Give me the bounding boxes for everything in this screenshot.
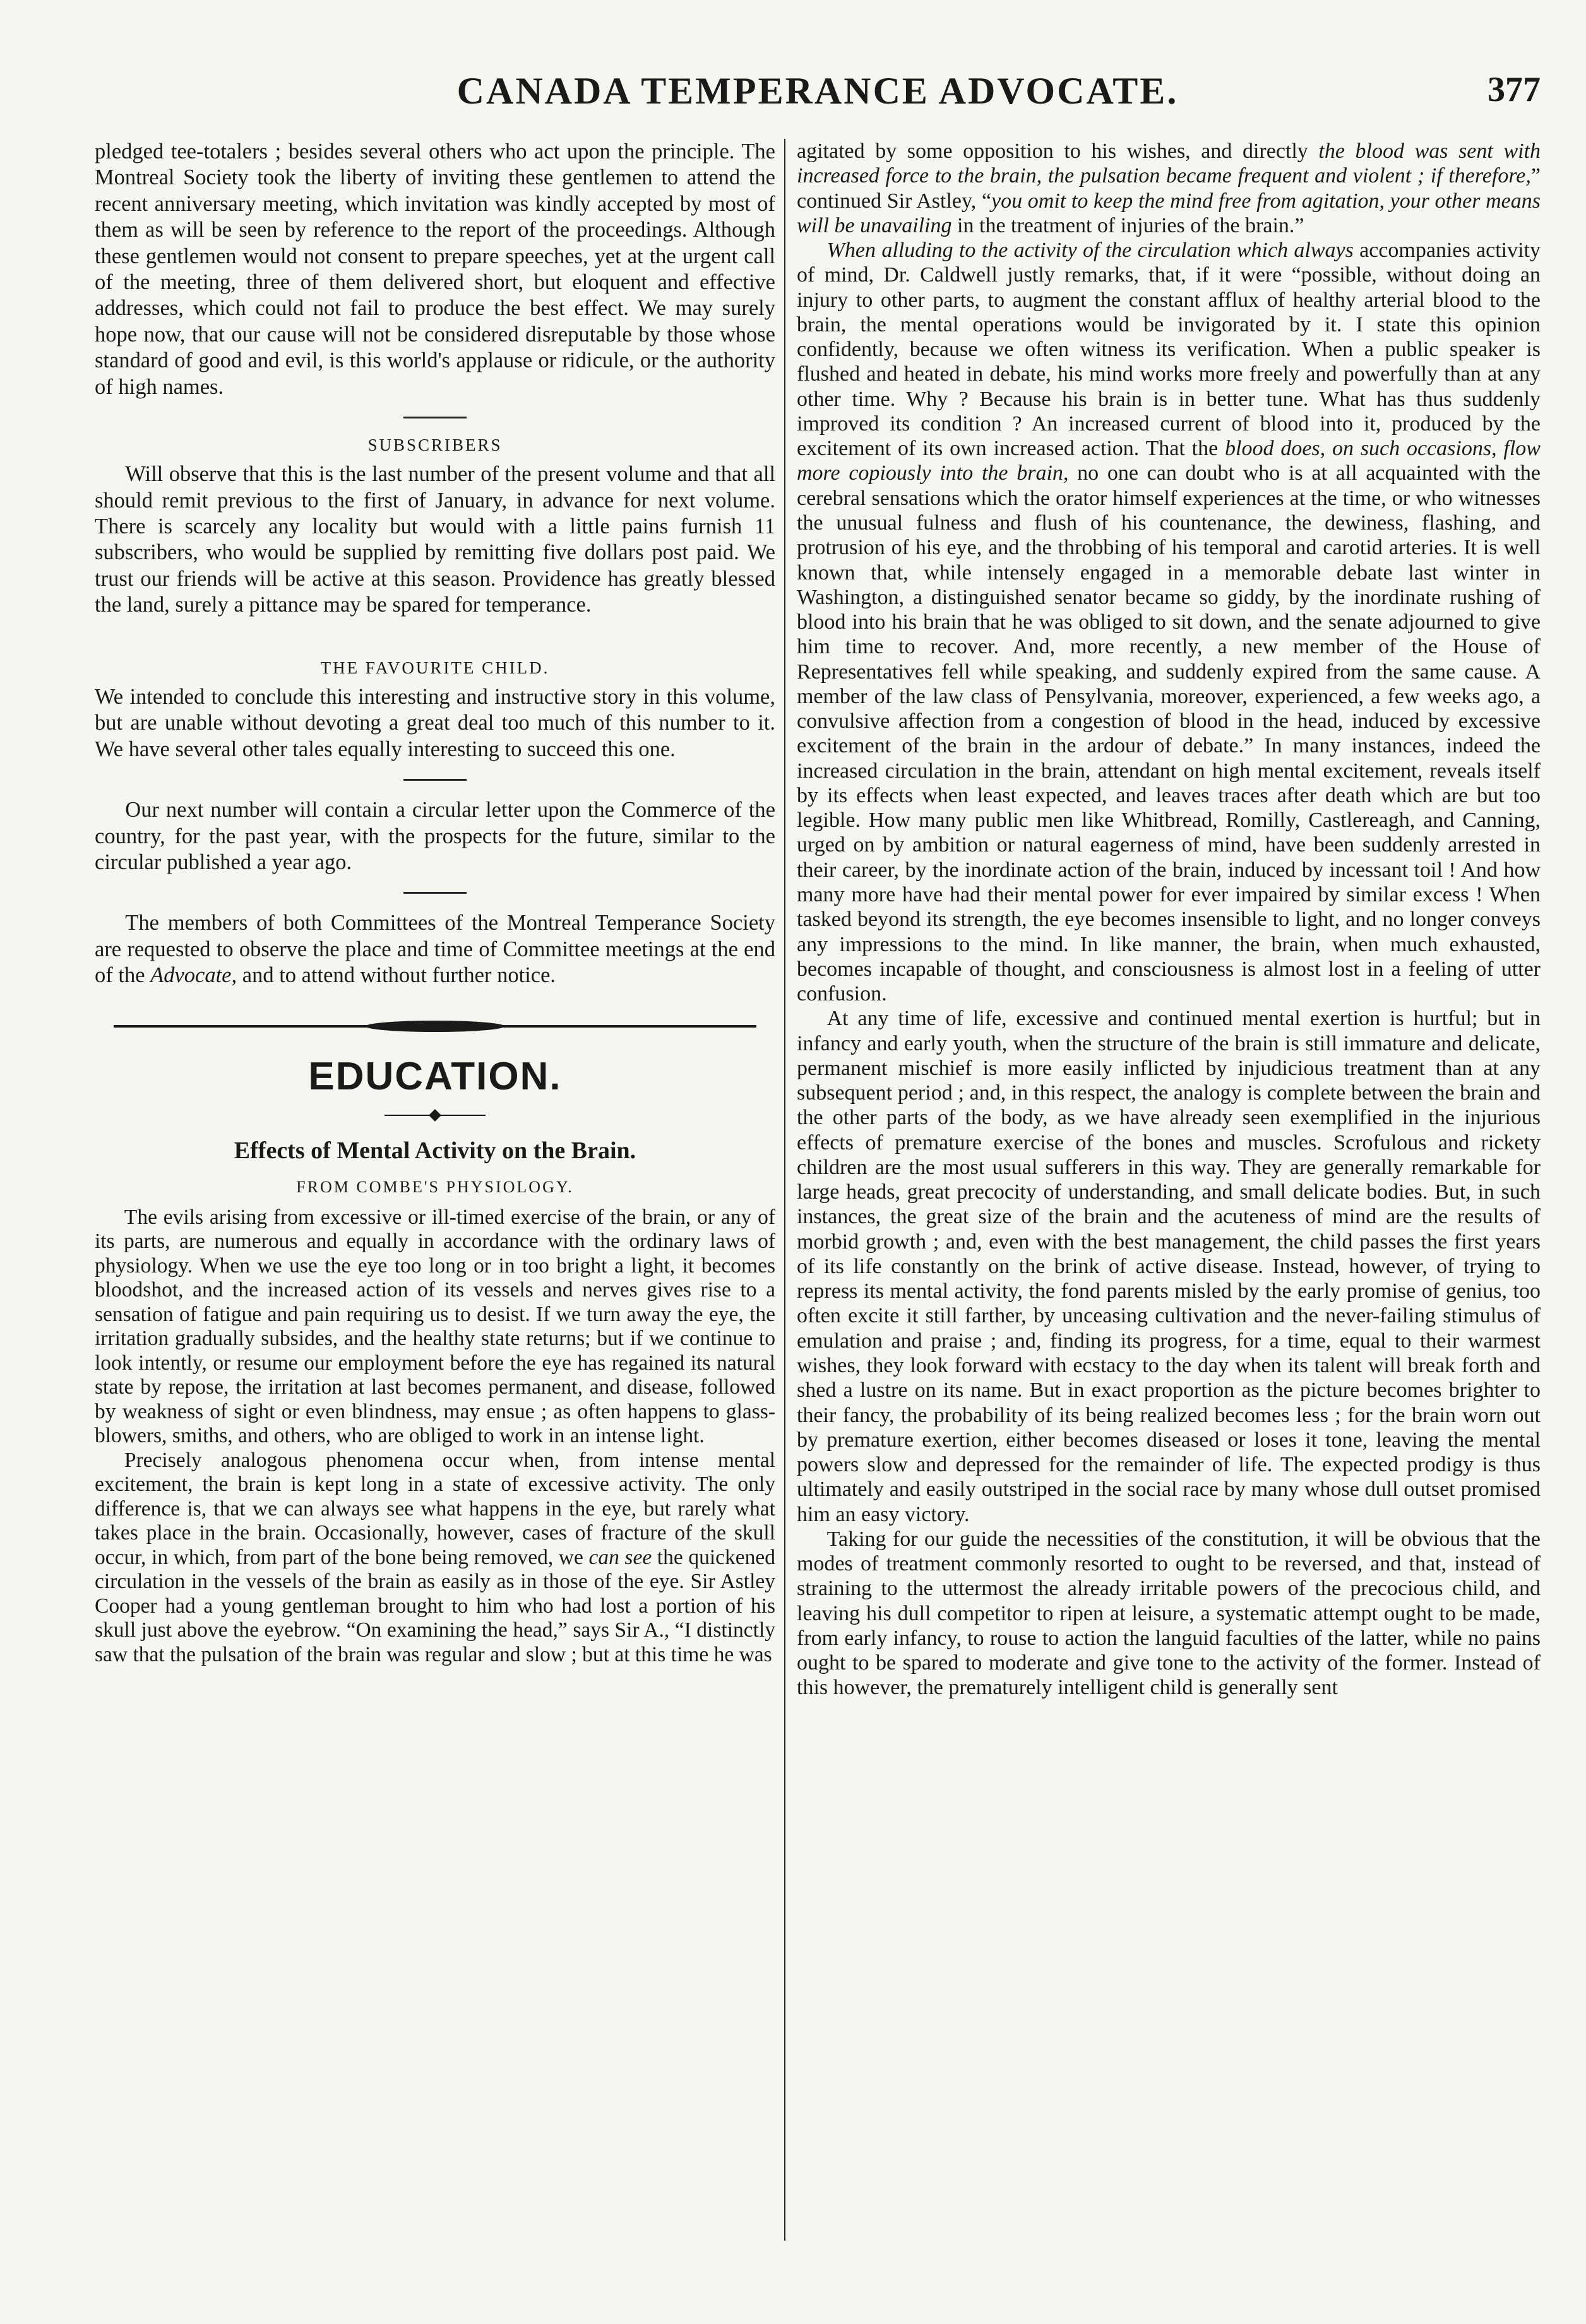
dart-diamond (429, 1109, 441, 1122)
right-paragraph-1-b: ” continued Sir Astley, “ (797, 164, 1541, 213)
right-paragraph-2-italic-1: When alluding to the activity of the circulation which always (826, 239, 1354, 263)
ornamental-rule (95, 1018, 775, 1035)
section-divider (403, 417, 467, 418)
right-paragraph-1-c: in the treatment of injuries of the brain.” (951, 213, 1304, 237)
right-paragraph-2 (797, 238, 1541, 1006)
section-divider (403, 892, 467, 894)
right-column (797, 139, 1541, 2286)
right-paragraph-1 (797, 139, 1541, 238)
favourite-child-paragraph: We intended to conclude this interesting and instructive story in this volume, but are unable without devoting a great deal too much of this number to it. We have several other tales equally interesting to succeed this one. (95, 685, 775, 761)
right-paragraph-4: Taking for our guide the necessities of the constitution, it will be obvious that the modes of treatment commonly resorted to ought to be reversed, and that, instead of straining to the uttermost the already irritable powers of the precocious child, and leaving his dull competitor to ripen at leisure, a systematic attempt ought to be made, from early infancy, to rouse to action the languid faculties of the latter, while no pains ought to be spared to moderate and give tone to the activity of the former. Instead of this however, the prematurely intelligent child is generally sent (797, 1527, 1541, 1700)
committees-text-a: The members of both Committees of the Montreal Temperance Society are requested to observe the place and time of Committee meetings at the end of the (95, 911, 775, 988)
right-paragraph-2-italic-2: blood does, on such occasions, flow more copiously into the brain, (797, 437, 1541, 485)
right-paragraph-1-italic-1: the blood was sent with increased force to the brain, the pulsation became frequent and violent ; if therefore, (797, 139, 1541, 188)
committees-italic: Advocate, (150, 963, 237, 988)
left-column (95, 139, 775, 2286)
publication-title: CANADA TEMPERANCE ADVOCATE. (456, 70, 1179, 112)
subscribers-heading: SUBSCRIBERS (367, 435, 503, 454)
dart-rule (385, 1109, 486, 1122)
spacer (95, 619, 775, 649)
education-heading: EDUCATION. (308, 1054, 562, 1098)
section-divider (403, 779, 467, 781)
article-source: FROM COMBE'S PHYSIOLOGY. (296, 1177, 574, 1196)
next-number-paragraph: Our next number will contain a circular letter upon the Commerce of the country, for the past year, with the prospects for the future, similar to the circular published a year ago. (95, 798, 775, 874)
favourite-child-heading: THE FAVOURITE CHILD. (320, 658, 550, 677)
left-paragraph-1: pledged tee-totalers ; besides several others who act upon the principle. The Montreal Society took the liberty of inviting these gentlemen to attend the recent anniversary meeting, which invitation was kindly accepted by most of them as will be seen by reference to the report of the proceedings. Although these gentlemen would not consent to prepare speeches, yet at the urgent call of the meeting, three of them delivered short, but eloquent and effective addresses, which could not fail to produce the best effect. We may surely hope now, that our cause will not be considered disreputable by those whose standard of good and evil, is this world's applause or ridicule, or the authority of high names. (95, 139, 775, 399)
subscribers-paragraph: Will observe that this is the last number of the present volume and that all should remit previous to the first of January, in advance for next volume. There is scarcely any locality but would with a little pains furnish 11 subscribers, who would be supplied by remitting five dollars post paid. We trust our friends will be active at this season. Providence has greatly blessed the land, surely a pittance may be spared for temperance. (95, 462, 775, 617)
article-paragraph-2 (95, 1449, 775, 1668)
right-paragraph-1-italic-2: you omit to keep the mind free from agitation, your other means will be unavailing (797, 189, 1541, 237)
article-paragraph-2-a: Precisely analogous phenomena occur when, from intense mental excitement, the brain is kept long in a state of excessive activity. The only difference is, that we can always see what happens in the eye, but rarely what takes place in the brain. Occasionally, however, cases of fracture of the skull occur, in which, from part of the bone being removed, we (95, 1448, 775, 1569)
article-paragraph-1: The evils arising from excessive or ill-timed exercise of the brain, or any of its parts, are numerous and equally in accordance with the ordinary laws of physiology. When we use the eye too long or in too bright a light, it becomes bloodshot, and the increased action of its vessels and nerves gives rise to a sensation of fatigue and pain requiring us to desist. If we turn away the eye, the irritation gradually subsides, and the healthy state returns; but if we continue to look intently, or resume our employment before the eye has regained its natural state by repose, the irritation at last becomes permanent, and disease, followed by weakness of sight or even blindness, may ensue ; as often happens to glass-blowers, smiths, and others, who are obliged to work in an intense light. (95, 1205, 775, 1448)
committees-text-b: and to attend without further notice. (237, 963, 556, 988)
right-paragraph-3: At any time of life, excessive and continued mental exertion is hurtful; but in infancy and early youth, when the structure of the brain is still immature and delicate, permanent mischief is more easily inflicted by injudicious treatment than at any subsequent period ; and, in this respect, the analogy is complete between the brain and the other parts of the body, as we have already seen exemplified in the injurious effects of premature exercise of the bones and muscles. Scrofulous and rickety children are the most usual sufferers in this way. They are generally remarkable for large heads, great precocity of understanding, and small delicate bodies. But, in such instances, the great size of the brain and the acuteness of mind are the results of morbid growth ; and, even with the best management, the child passes the first years of its life constantly on the brink of active disease. Instead, however, of trying to repress its mental activity, the fond parents misled by the early promise of genius, too often excite it still farther, by unceasing cultivation and the never-failing stimulus of emulation and praise ; and, finding its progress, for a time, equal to their warmest wishes, they look forward with ecstacy to the day when its talent will break forth and shed a lustre on its name. But in exact proportion as the picture becomes brighter to their fancy, the probability of its being realized becomes less ; for the brain worn out by premature exertion, either becomes diseased or loses it tone, leaving the mental powers slow and depressed for the remainder of life. The expected prodigy is thus ultimately and easily outstriped in the social race by many whose dull outset promised him an easy victory. (797, 1007, 1541, 1526)
article-paragraph-2-b: the quickened circulation in the vessels of the brain as easily as in those of the eye. Sir Astley Cooper had a young gentleman brought to him who had lost a portion of his skull just above the eyebrow. “On examining the head,” says Sir A., “I distinctly saw that the pulsation of the brain was regular and slow ; but at this time he was (95, 1545, 775, 1666)
right-paragraph-2-a: accompanies activity of mind, Dr. Caldwell justly remarks, that, if it were “possible, without doing an injury to other parts, to augment the constant afflux of healthy arterial blood to the brain, the mental operations would be invigorated by it. I state this opinion confidently, because we often witness its verification. When a public speaker is flushed and heated in debate, his mind works more freely and powerfully than at any other time. Why ? Because his brain is in better tune. What has thus suddenly improved its condition ? An increased current of blood into it, produced by the excitement of its own increased action. That the (797, 239, 1541, 461)
article-paragraph-2-italic: can see (588, 1545, 652, 1569)
article-body-left (95, 1206, 775, 1668)
ornament-swell (366, 1021, 504, 1032)
column-rule (784, 139, 785, 2241)
committees-paragraph (95, 910, 775, 988)
article-title: Effects of Mental Activity on the Brain. (234, 1137, 636, 1164)
right-paragraph-2-b: no one can doubt who is at all acquainted with the cerebral sensations which the orator himself experiences at the time, or who witnesses the unusual fulness and flush of his countenance, the dewiness, flashing, and protrusion of his eye, and the throbbing of his temporal and carotid arteries. It is well known that, while intensely engaged in a memorable debate last winter in Washington, a distinguished senator became so giddy, by the inordinate rushing of blood into his brain that he was obliged to sit down, and the senate adjourned to give him time to recover. And, more recently, a new member of the House of Representatives fell while speaking, and suddenly expired from the same cause. A member of the law class of Pensylvania, moreover, experienced, a few weeks ago, a convulsive affection from a congestion of blood in the head, induced by excessive excitement of the brain in the ardour of debate.” In many instances, indeed the increased circulation in the brain, attendant on high mental excitement, reveals itself by its effects when least expected, and leaves traces after death which are but too legible. How many public men like Whitbread, Romilly, Castlereagh, and Canning, urged on by ambition or natural eagerness of mind, have been suddenly arrested in their career, by the inordinate action of the brain, induced by incessant toil ! And how many more have had their mental power for ever impaired by similar excess ! When tasked beyond its strength, the eye becomes insensible to light, and no longer conveys any impressions to the mind. In like manner, the brain, when much exhausted, becomes incapable of thought, and consciousness is almost lost in a feeling of utter confusion. (797, 461, 1541, 1006)
right-paragraph-1-a: agitated by some opposition to his wishes, and directly (797, 139, 1319, 163)
page-header (95, 69, 1541, 120)
page-number: 377 (1488, 70, 1541, 109)
